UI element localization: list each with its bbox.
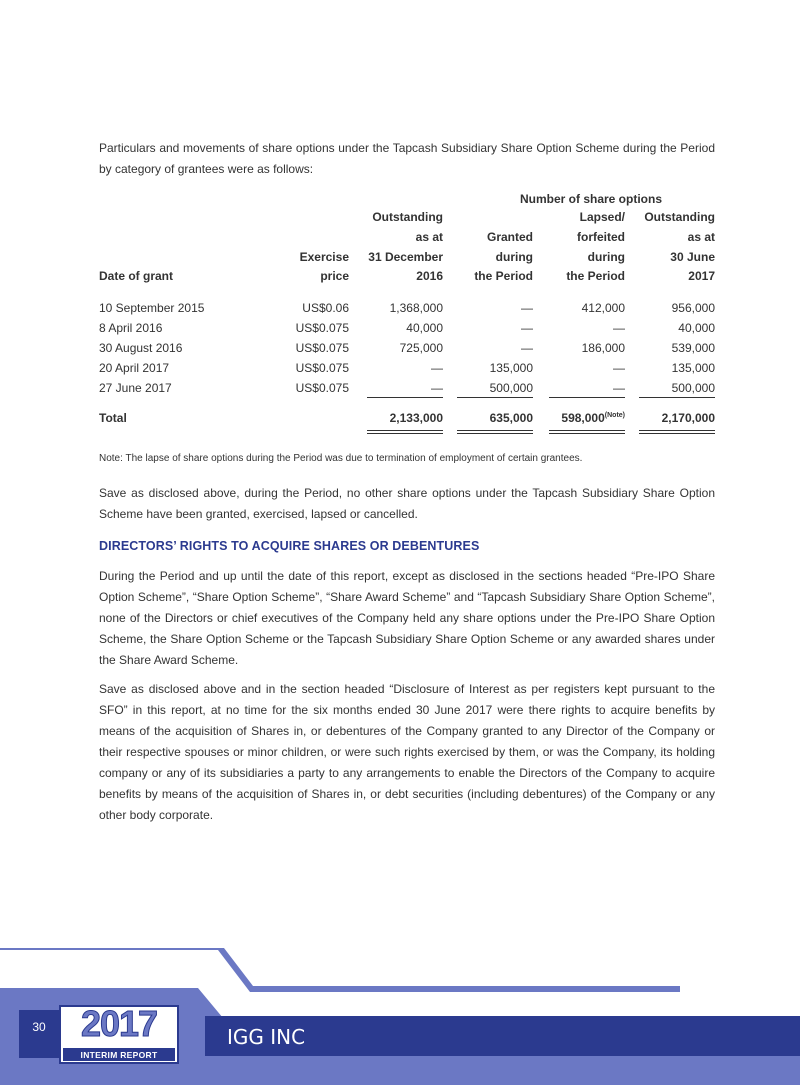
row-date: 8 April 2016	[99, 321, 163, 335]
row-lapsed: —	[613, 321, 625, 335]
row-price: US$0.075	[295, 361, 349, 375]
row-date: 30 August 2016	[99, 341, 183, 355]
col-outstanding-jun-h3: 30 June	[670, 250, 715, 264]
page-number: 30	[32, 1020, 46, 1034]
rule-single	[639, 397, 715, 398]
intro-paragraph: Particulars and movements of share options under the Tapcash Subsidiary Share Option Scheme during the Period by category of grantees were as follows:	[99, 141, 715, 176]
report-year: 2017	[80, 1003, 158, 1044]
col-outstanding-jun-h4: 2017	[688, 269, 715, 283]
rule-single	[367, 397, 443, 398]
col-outstanding-jun-h1: Outstanding	[644, 210, 715, 224]
row-date: 10 September 2015	[99, 301, 205, 315]
col-granted-h1: Granted	[486, 230, 533, 244]
total-label: Total	[99, 411, 127, 425]
row-price: US$0.075	[295, 381, 349, 395]
table-note: Note: The lapse of share options during the Period was due to termination of employment of certain grantees.	[99, 453, 583, 464]
row-date: 20 April 2017	[99, 361, 170, 375]
row-granted: 135,000	[489, 361, 533, 375]
row-lapsed: —	[613, 381, 625, 395]
row-price: US$0.06	[302, 301, 349, 315]
row-price: US$0.075	[295, 321, 349, 335]
rule-single	[549, 397, 625, 398]
row-granted: 500,000	[489, 381, 533, 395]
disclosure-paragraph: Save as disclosed above and in the section headed “Disclosure of Interest as per registers kept pursuant to the SFO” in this report, at no time for the six months ended 30 June 2017 were there rights to acquire benefits by means of the acquisition of Shares in, or debentures of the Company granted to any Director of the Company or their respective spouses or minor children, or were such rights exercised by them, or was the Company, its holding company or any of its subsidiaries a party to any arrangements to enable the Directors of the Company to acquire benefits by means of the acquisition of Shares in, or debt securities (including debentures) of the Company or any other body corporate.	[99, 682, 715, 822]
group-header: Number of share options	[519, 192, 662, 206]
row-granted: —	[521, 301, 533, 315]
rule-double	[367, 430, 443, 434]
col-granted-h2: during	[495, 250, 533, 264]
directors-paragraph: During the Period and up until the date of this report, except as disclosed in the sections headed “Pre-IPO Share Option Scheme”, “Share Option Scheme”, “Share Award Scheme” and “Tapcash Subsidiary Share Option Scheme”, none of the Directors or chief executives of the Company held any share options under the Pre-IPO Share Option Scheme, the Share Option Scheme or the Tapcash Subsidiary Share Option Scheme or any awarded shares under the Share Award Scheme.	[99, 569, 715, 667]
row-outstanding-dec: —	[431, 381, 443, 395]
report-label: INTERIM REPORT	[80, 1050, 158, 1060]
row-price: US$0.075	[295, 341, 349, 355]
row-lapsed: 186,000	[581, 341, 625, 355]
row-outstanding-jun: 40,000	[678, 321, 715, 335]
row-lapsed: —	[613, 361, 625, 375]
col-lapsed-h2: forfeited	[577, 230, 625, 244]
row-outstanding-dec: 40,000	[406, 321, 443, 335]
col-outstanding-dec-h4: 2016	[416, 269, 443, 283]
row-outstanding-dec: 725,000	[399, 341, 443, 355]
col-lapsed-h1: Lapsed/	[579, 210, 625, 224]
col-outstanding-dec-h3: 31 December	[368, 250, 443, 264]
row-outstanding-dec: —	[431, 361, 443, 375]
col-outstanding-dec-h2: as at	[415, 230, 443, 244]
row-outstanding-jun: 539,000	[671, 341, 715, 355]
total-outstanding-jun: 2,170,000	[661, 411, 715, 425]
row-lapsed: 412,000	[581, 301, 625, 315]
save-paragraph: Save as disclosed above, during the Period, no other share options under the Tapcash Subsidiary Share Option Scheme have been granted, exercised, lapsed or cancelled.	[99, 486, 715, 521]
col-granted-h3: the Period	[474, 269, 533, 283]
row-outstanding-jun: 956,000	[671, 301, 715, 315]
col-lapsed-h4: the Period	[566, 269, 625, 283]
col-price-h2: price	[320, 269, 349, 283]
col-lapsed-h3: during	[587, 250, 625, 264]
total-outstanding-dec: 2,133,000	[389, 411, 443, 425]
note-reference: (Note)	[604, 412, 625, 419]
share-options-table	[99, 190, 715, 440]
row-outstanding-jun: 135,000	[671, 361, 715, 375]
row-granted: —	[521, 341, 533, 355]
rule-double	[549, 430, 625, 434]
total-lapsed	[519, 411, 625, 425]
section-heading: DIRECTORS’ RIGHTS TO ACQUIRE SHARES OR DEBENTURES	[99, 539, 480, 553]
row-outstanding-dec: 1,368,000	[389, 301, 443, 315]
total-lapsed-value: 598,000	[561, 411, 605, 425]
col-outstanding-jun-h2: as at	[687, 230, 715, 244]
company-name: IGG INC	[227, 1025, 306, 1049]
total-granted: 635,000	[489, 411, 533, 425]
rule-double	[639, 430, 715, 434]
row-date: 27 June 2017	[99, 381, 172, 395]
col-date-header: Date of grant	[99, 269, 174, 283]
rule-single	[457, 397, 533, 398]
row-granted: —	[521, 321, 533, 335]
row-outstanding-jun: 500,000	[671, 381, 715, 395]
rule-double	[457, 430, 533, 434]
col-outstanding-dec-h1: Outstanding	[372, 210, 443, 224]
col-price-h1: Exercise	[299, 250, 349, 264]
